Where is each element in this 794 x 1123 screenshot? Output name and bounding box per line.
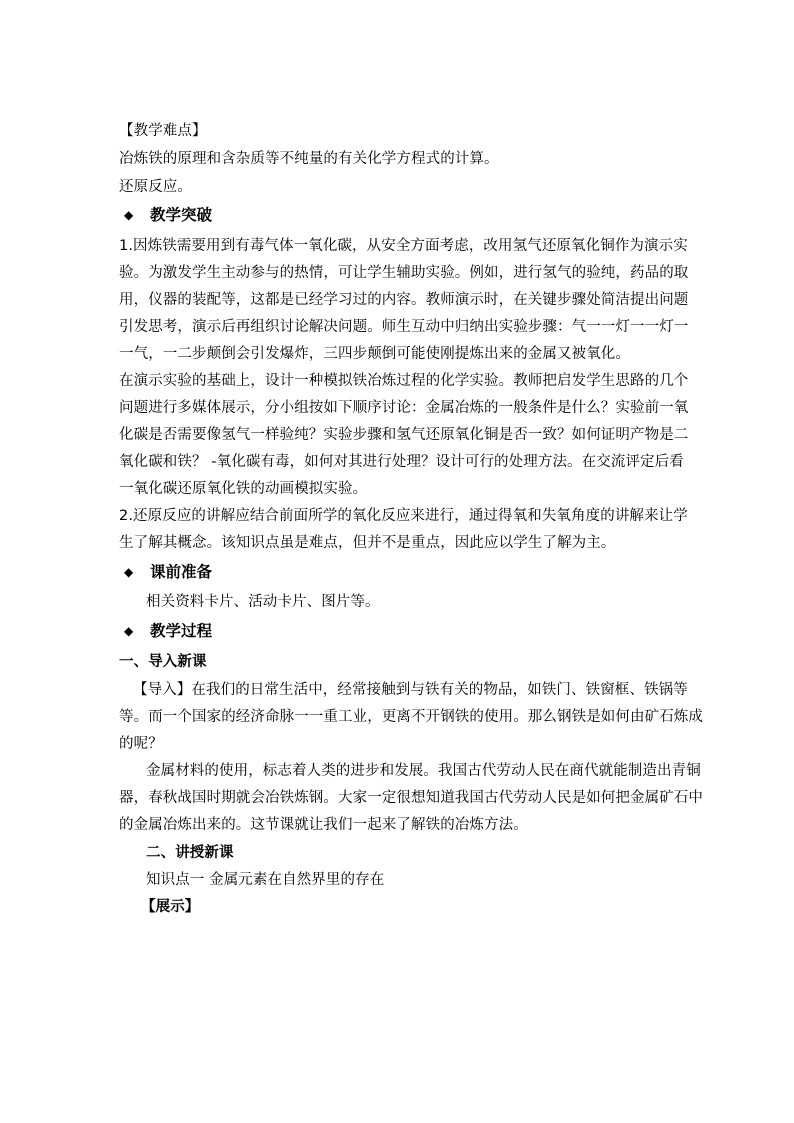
section1-heading: 一、导入新课 (119, 654, 207, 670)
breakthrough-p1-line: 用，仪器的装配等，这都是已经学习过的内容。教师演示时，在关键步骤处简洁提出问题 (119, 292, 689, 308)
process-heading-text: 教学过程 (150, 622, 213, 640)
section1-p2-line: 的金属冶炼出来的。这节课就让我们一起来了解铁的冶炼方法。 (119, 817, 528, 833)
section1-p2-line: 器，春秋战国时期就会冶铁炼钢。大家一定很想知道我国古代劳动人民是如何把金属矿石中 (119, 790, 703, 806)
breakthrough-heading (124, 205, 212, 225)
breakthrough-p2-line: 在演示实验的基础上，设计一种模拟铁冶炼过程的化学实验。教师把启发学生思路的几个 (119, 373, 689, 389)
breakthrough-p3-line: 2.还原反应的讲解应结合前面所学的氧化反应来进行，通过得氧和失氧角度的讲解来让学 (119, 508, 688, 524)
breakthrough-p1-line: 1.因炼铁需要用到有毒气体一氧化碳，从安全方面考虑，改用氢气还原氧化铜作为演示实 (119, 238, 688, 254)
diamond-bullet-icon: ◆ (124, 208, 134, 222)
breakthrough-p2-line: 化碳是否需要像氢气一样验纯？实验步骤和氢气还原氧化铜是否一致？如何证明产物是二 (119, 427, 689, 443)
section1-p2-line: 金属材料的使用，标志着人类的进步和发展。我国古代劳动人民在商代就能制造出青铜 (146, 763, 701, 779)
breakthrough-p1-line: 引发思考，演示后再组织讨论解决问题。师生互动中归纳出实验步骤：气一一灯一一灯一 (119, 319, 689, 335)
breakthrough-p2-line: 问题进行多媒体展示，分小组按如下顺序讨论：金属冶炼的一般条件是什么？实验前一氧 (119, 400, 689, 416)
breakthrough-p2-line: 氧化碳和铁？ -氧化碳有毒，如何对其进行处理？设计可行的处理方法。在交流评定后看 (119, 454, 684, 470)
breakthrough-heading-text: 教学突破 (150, 206, 213, 224)
difficulty-line-2: 还原反应。 (119, 179, 192, 195)
difficulty-heading: 【教学难点】 (119, 123, 207, 139)
show-label: 【展示】 (141, 899, 200, 915)
breakthrough-p2-line: 一氧化碳还原氧化铁的动画模拟实验。 (119, 481, 368, 497)
knowledge-point-title: 知识点一 金属元素在自然界里的存在 (146, 872, 385, 888)
section2-heading: 二、讲授新课 (146, 845, 234, 861)
section1-p1-line: 等。而一个国家的经济命脉一一重工业，更离不开钢铁的使用。那么钢铁是如何由矿石炼成 (119, 709, 703, 725)
prep-text: 相关资料卡片、活动卡片、图片等。 (146, 594, 380, 610)
breakthrough-p1-line: 验。为激发学生主动参与的热情，可让学生辅助实验。例如，进行氢气的验纯，药品的取 (119, 265, 689, 281)
difficulty-line-1: 冶炼铁的原理和含杂质等不纯量的有关化学方程式的计算。 (119, 151, 499, 167)
diamond-bullet-icon: ◆ (124, 624, 134, 638)
diamond-bullet-icon: ◆ (124, 565, 134, 579)
prep-heading (124, 562, 212, 582)
prep-heading-text: 课前准备 (150, 563, 213, 581)
section1-p1-line: 【导入】在我们的日常生活中，经常接触到与铁有关的物品，如铁门、铁窗框、铁锅等 (133, 682, 688, 698)
process-heading (124, 621, 212, 641)
section1-p1-line: 的呢？ (119, 736, 163, 752)
breakthrough-p3-line: 生了解其概念。该知识点虽是难点，但并不是重点，因此应以学生了解为主。 (119, 535, 616, 551)
breakthrough-p1-line: 一气，一二步颠倒会引发爆炸，三四步颠倒可能使刚提炼出来的金属又被氧化。 (119, 346, 630, 362)
